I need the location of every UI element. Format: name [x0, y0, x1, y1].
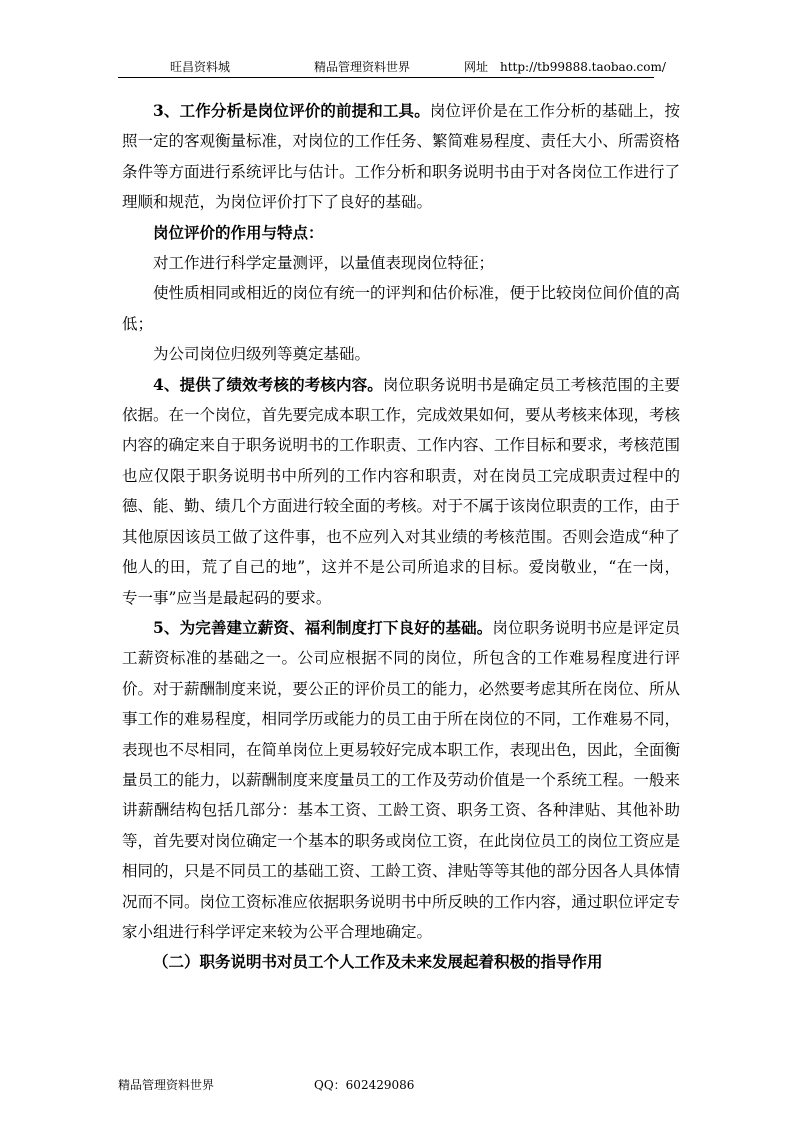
header-site-name: 旺昌资料城: [170, 60, 231, 74]
paragraph-heading: 3、工作分析是岗位评价的前提和工具。: [153, 101, 430, 120]
footer-site-name: 精品管理资料世界: [118, 1078, 215, 1092]
paragraph-text: 岗位职务说明书是确定员工考核范围的主要依据。在一个岗位，首先要完成本职工作，完成效果如何，要从考核来体现，考核内容的确定来自于职务说明书的工作职责、工作内容、工作目标和要求，考核范围也应仅限于职务说明书中所列的工作内容和职责，对在岗员工完成职责过程中的德、能、勤、绩几个方面进行较全面的考核。对于不属于该岗位职责的工作，由于其他原因该员工做了这件事，也不应列入对其业绩的考核范围。否则会造成“种了他人的田，荒了自己的地”，这并不是公司所追求的目标。爱岗敬业，“在一岗，专一事”应当是最起码的要求。: [122, 375, 681, 607]
list-item-uniform-standard: 使性质相同或相近的岗位有统一的评判和估价标准，便于比较岗位间价值的高低；: [122, 284, 681, 333]
paragraph-job-analysis: [122, 96, 680, 218]
page-header: [118, 55, 666, 78]
paragraph-performance: [122, 370, 680, 613]
document-body: [122, 96, 680, 978]
paragraph-salary: [122, 613, 680, 947]
section-heading: （二）职务说明书对员工个人工作及未来发展起着积极的指导作用: [153, 952, 603, 972]
page-footer: [118, 1076, 658, 1094]
paragraph-text: 岗位职务说明书应是评定员工薪资标准的基础之一。公司应根据不同的岗位，所包含的工作难易程度进行评价。对于薪酬制度来说，要公正的评价员工的能力，必然要考虑其所在岗位、所从事工作的难易程度，相同学历或能力的员工由于所在岗位的不同，工作难易不同，表现也不尽相同，在简单岗位上更易较好完成本职工作，表现出色，因此，全面衡量员工的能力，以薪酬制度来度量员工的工作及劳动价值是一个系统工程。一般来讲薪酬结构包括几部分：基本工资、工龄工资、职务工资、各种津贴、其他补助等，首先要对岗位确定一个基本的职务或岗位工资，在此岗位员工的岗位工资应是相同的，只是不同员工的基础工资、工龄工资、津贴等等其他的部分因各人具体情况而不同。岗位工资标准应依据职务说明书中所反映的工作内容，通过职位评定专家小组进行科学评定来较为公平合理地确定。: [122, 618, 681, 941]
header-slogan: 精品管理资料世界: [314, 60, 411, 74]
footer-qq: QQ：602429086: [314, 1078, 415, 1092]
paragraph-heading: 4、提供了绩效考核的考核内容。: [153, 374, 383, 394]
header-url: 网址 http://tb99888.taobao.com/: [464, 60, 666, 74]
paragraph-heading: 5、为完善建立薪资、福利制度打下良好的基础。: [153, 617, 493, 637]
paragraph-text: 岗位评价是在工作分析的基础上，按照一定的客观衡量标准，对岗位的工作任务、繁简难易程度、责任大小、所需资格条件等方面进行系统评比与估计。工作分析和职务说明书由于对各岗位工作进行了理顺和规范，为岗位评价打下了良好的基础。: [122, 102, 681, 212]
list-item-quantitative: 对工作进行科学定量测评，以量值表现岗位特征；: [153, 254, 495, 273]
list-item-grading: 为公司岗位归级列等奠定基础。: [153, 345, 371, 364]
section-subtitle: 岗位评价的作用与特点：: [153, 222, 324, 242]
